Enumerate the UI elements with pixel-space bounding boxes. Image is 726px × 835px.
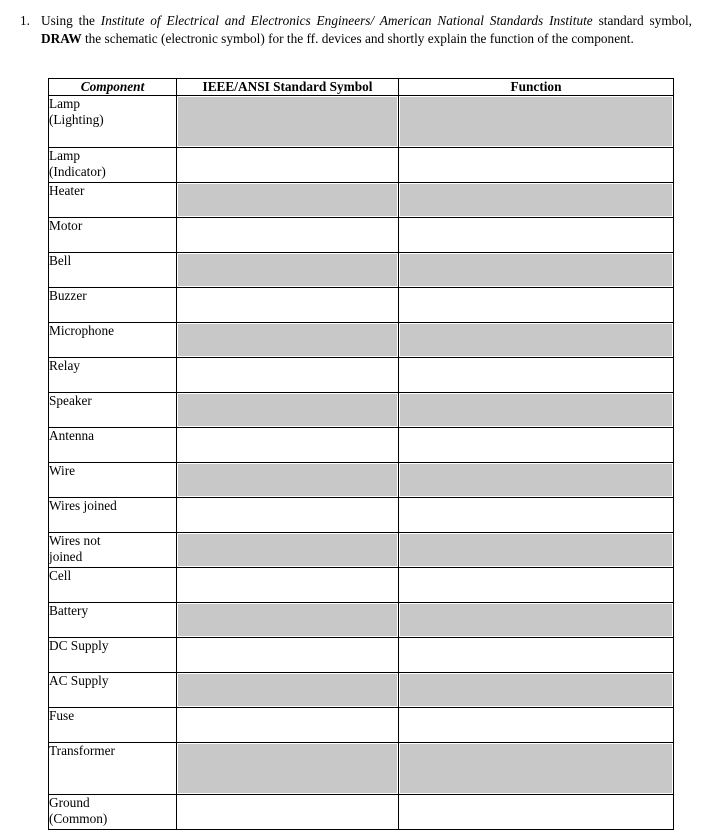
symbol-cell-fill [178,184,397,216]
component-name-cell [49,568,177,603]
component-name: Transformer [49,743,115,758]
function-cell[interactable] [399,288,674,323]
component-name-line2: (Indicator) [49,164,106,179]
table-row [49,568,674,603]
function-cell-fill [400,464,672,496]
function-cell-fill [400,219,672,251]
component-name-line2: joined [49,549,83,564]
draw-keyword: DRAW [41,30,82,46]
function-cell[interactable] [399,638,674,673]
symbol-cell-fill [178,499,397,531]
symbol-cell-fill [178,97,397,146]
function-cell-fill [400,97,672,146]
component-name: Wires not [49,533,101,548]
symbol-cell[interactable] [177,673,399,708]
instruction-text: Using the Institute of Electrical and Electronics Engineers/ American National Standards Institute standard symbol, DRAW the schematic (electronic symbol) for the ff. devices and shortly explain the function of the component. [41,13,692,46]
component-name-cell [49,323,177,358]
symbol-cell[interactable] [177,218,399,253]
component-name: Ground [49,795,90,810]
symbol-cell[interactable] [177,568,399,603]
table-row [49,323,674,358]
symbol-cell-fill [178,429,397,461]
symbol-cell-fill [178,394,397,426]
header-symbol: IEEE/ANSI Standard Symbol [177,79,399,96]
component-name: Lamp [49,148,81,163]
symbol-cell-fill [178,254,397,286]
function-cell[interactable] [399,673,674,708]
function-cell-fill [400,394,672,426]
symbol-cell[interactable] [177,795,399,830]
component-name: Heater [49,183,85,198]
function-cell[interactable] [399,498,674,533]
standards-name: Institute of Electrical and Electronics Engineers/ American National Standards Institute [100,13,593,28]
function-cell[interactable] [399,393,674,428]
instruction-paragraph [20,12,692,47]
function-cell[interactable] [399,795,674,830]
symbol-cell-fill [178,149,397,181]
component-name-cell [49,603,177,638]
function-cell-fill [400,569,672,601]
component-name-cell [49,708,177,743]
component-name: Fuse [49,708,75,723]
component-name-cell [49,393,177,428]
component-name: Motor [49,218,83,233]
component-name-cell [49,96,177,148]
function-cell[interactable] [399,463,674,498]
table-row [49,673,674,708]
function-cell[interactable] [399,96,674,148]
component-name-cell [49,795,177,830]
component-name: Buzzer [49,288,87,303]
table-row [49,533,674,568]
function-cell-fill [400,796,672,828]
component-name: DC Supply [49,638,109,653]
table-row [49,393,674,428]
symbol-cell[interactable] [177,253,399,288]
symbol-cell[interactable] [177,463,399,498]
function-cell[interactable] [399,603,674,638]
component-name-cell [49,638,177,673]
component-name-cell [49,253,177,288]
symbol-cell[interactable] [177,323,399,358]
component-name: Bell [49,253,72,268]
function-cell-fill [400,149,672,181]
symbol-cell-fill [178,324,397,356]
symbol-cell[interactable] [177,708,399,743]
function-cell-fill [400,289,672,321]
table-row [49,743,674,795]
component-name-line2: (Lighting) [49,112,104,127]
symbol-cell-fill [178,604,397,636]
symbol-cell[interactable] [177,428,399,463]
component-name: Relay [49,358,81,373]
function-cell-fill [400,534,672,566]
function-cell[interactable] [399,708,674,743]
function-cell[interactable] [399,183,674,218]
component-name-line2: (Common) [49,811,108,826]
symbol-cell[interactable] [177,603,399,638]
function-cell-fill [400,184,672,216]
component-table [48,78,674,830]
table-row [49,183,674,218]
header-component: Component [49,79,177,96]
table-row [49,288,674,323]
symbol-cell[interactable] [177,148,399,183]
function-cell-fill [400,674,672,706]
function-cell-fill [400,429,672,461]
component-name: Battery [49,603,89,618]
function-cell[interactable] [399,253,674,288]
function-cell[interactable] [399,533,674,568]
component-name: Wires joined [49,498,117,513]
component-name-cell [49,498,177,533]
table-row [49,96,674,148]
component-name: Lamp [49,96,81,111]
function-cell[interactable] [399,323,674,358]
function-cell-fill [400,639,672,671]
component-name-cell [49,183,177,218]
symbol-cell[interactable] [177,533,399,568]
table-row [49,638,674,673]
component-name: Speaker [49,393,92,408]
function-cell-fill [400,254,672,286]
table-row [49,148,674,183]
symbol-cell[interactable] [177,498,399,533]
table-row [49,253,674,288]
function-cell-fill [400,359,672,391]
symbol-cell-fill [178,464,397,496]
symbol-cell[interactable] [177,638,399,673]
question-number: 1. [20,13,30,28]
symbol-cell-fill [178,569,397,601]
component-name: AC Supply [49,673,109,688]
function-cell-fill [400,744,672,793]
symbol-cell-fill [178,289,397,321]
table-row [49,498,674,533]
function-cell-fill [400,324,672,356]
function-cell[interactable] [399,743,674,795]
symbol-cell[interactable] [177,393,399,428]
component-name-cell [49,288,177,323]
component-name-cell [49,428,177,463]
table-row [49,358,674,393]
component-name-cell [49,463,177,498]
component-name: Microphone [49,323,114,338]
symbol-cell-fill [178,744,397,793]
table-row [49,708,674,743]
component-name: Cell [49,568,72,583]
symbol-cell[interactable] [177,288,399,323]
symbol-cell[interactable] [177,96,399,148]
component-name: Antenna [49,428,95,443]
function-cell-fill [400,604,672,636]
table-header-row [49,79,674,96]
table-row [49,463,674,498]
component-name-cell [49,533,177,568]
component-name-cell [49,148,177,183]
symbol-cell[interactable] [177,358,399,393]
component-name: Wire [49,463,76,478]
table-row [49,428,674,463]
function-cell[interactable] [399,218,674,253]
symbol-cell-fill [178,219,397,251]
component-name-cell [49,743,177,795]
header-function: Function [399,79,674,96]
symbol-cell-fill [178,534,397,566]
component-name-cell [49,673,177,708]
function-cell-fill [400,499,672,531]
table-row [49,218,674,253]
function-cell[interactable] [399,148,674,183]
symbol-cell-fill [178,709,397,741]
symbol-cell-fill [178,359,397,391]
symbol-cell-fill [178,639,397,671]
component-name-cell [49,218,177,253]
function-cell[interactable] [399,428,674,463]
function-cell-fill [400,709,672,741]
symbol-cell[interactable] [177,183,399,218]
function-cell[interactable] [399,358,674,393]
function-cell[interactable] [399,568,674,603]
table-row [49,603,674,638]
symbol-cell-fill [178,796,397,828]
component-name-cell [49,358,177,393]
symbol-cell-fill [178,674,397,706]
table-row [49,795,674,830]
symbol-cell[interactable] [177,743,399,795]
